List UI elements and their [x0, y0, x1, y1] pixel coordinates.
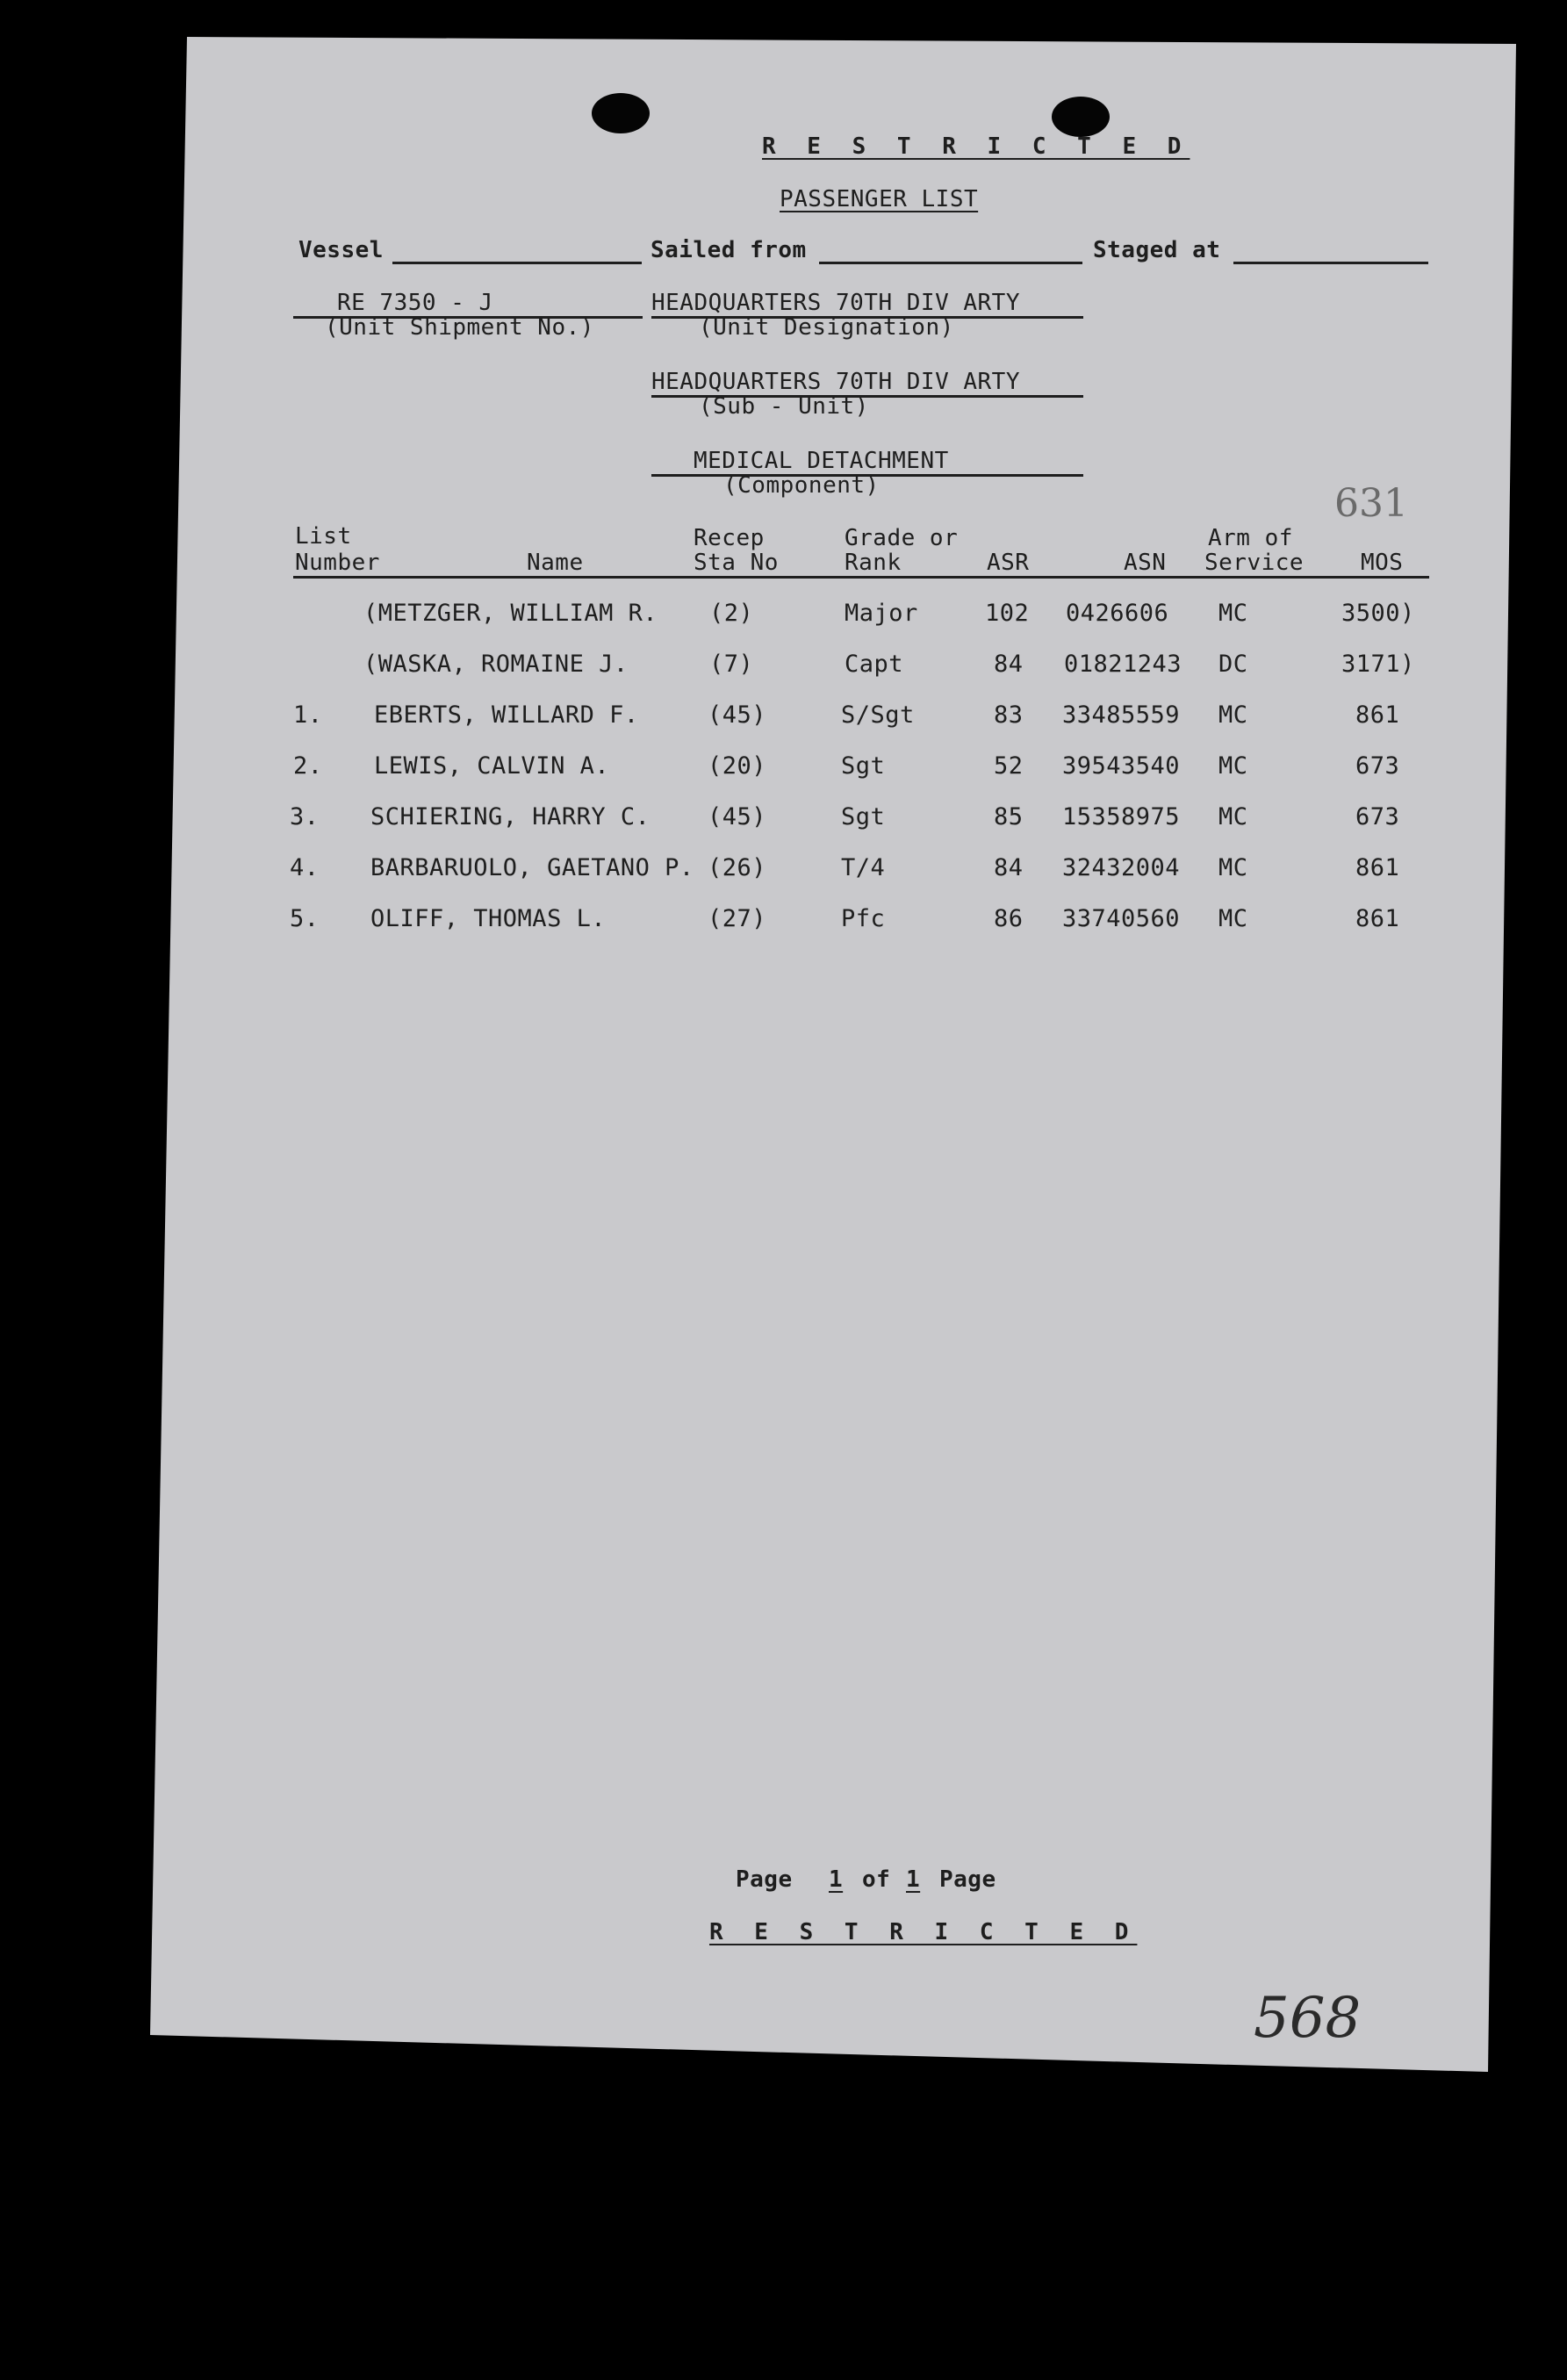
row-mos: 673: [1355, 752, 1400, 780]
page-current: 1: [829, 1866, 844, 1893]
row-grade: Pfc: [841, 905, 886, 932]
row-arm: MC: [1218, 803, 1248, 830]
unit-shipment-number: RE 7350 - J: [337, 290, 493, 316]
col-asr: ASR: [987, 550, 1030, 576]
handwritten-number: 568: [1254, 1986, 1362, 2051]
row-recep: (45): [708, 803, 767, 830]
row-name: (WASKA, ROMAINE J.: [363, 651, 629, 678]
row-asn: 39543540: [1062, 752, 1181, 780]
row-asr: 84: [994, 854, 1024, 881]
sailed-from-label: Sailed from: [651, 237, 807, 263]
row-asr: 85: [994, 803, 1024, 830]
unit-designation: HEADQUARTERS 70TH DIV ARTY: [651, 290, 1020, 316]
col-name: Name: [527, 550, 584, 576]
sub-unit-caption: (Sub - Unit): [699, 393, 869, 420]
row-name: SCHIERING, HARRY C.: [370, 803, 651, 830]
header-rule: [293, 576, 1429, 579]
row-asn: 33740560: [1062, 905, 1181, 932]
row-number: 4.: [290, 854, 320, 881]
row-grade: T/4: [841, 854, 886, 881]
restricted-footer: R E S T R I C T E D: [709, 1919, 1138, 1945]
col-list-1: List: [295, 523, 352, 550]
row-mos: 3500): [1341, 600, 1415, 627]
vessel-line: [392, 262, 642, 264]
staged-at-label: Staged at: [1093, 237, 1221, 263]
row-grade: Major: [845, 600, 918, 627]
sub-unit: HEADQUARTERS 70TH DIV ARTY: [651, 369, 1020, 395]
row-asn: 33485559: [1062, 701, 1181, 729]
row-name: BARBARUOLO, GAETANO P.: [370, 854, 694, 881]
row-arm: DC: [1218, 651, 1248, 678]
page-word: Page: [736, 1866, 793, 1893]
col-list-2: Number: [295, 550, 380, 576]
row-asn: 15358975: [1062, 803, 1181, 830]
col-recep-1: Recep: [694, 525, 765, 551]
col-asn: ASN: [1124, 550, 1167, 576]
row-recep: (20): [708, 752, 767, 780]
row-number: 2.: [293, 752, 323, 780]
of-word: of: [862, 1866, 891, 1893]
row-recep: (7): [709, 651, 754, 678]
row-asn: 32432004: [1062, 854, 1181, 881]
row-arm: MC: [1218, 854, 1248, 881]
unit-shipment-caption: (Unit Shipment No.): [325, 314, 594, 341]
row-asr: 84: [994, 651, 1024, 678]
row-recep: (45): [708, 701, 767, 729]
row-recep: (2): [709, 600, 754, 627]
staged-at-line: [1233, 262, 1428, 264]
punch-hole-left: [592, 93, 650, 133]
col-grade-1: Grade or: [845, 525, 959, 551]
restricted-header: R E S T R I C T E D: [762, 133, 1190, 160]
row-mos: 861: [1355, 701, 1400, 729]
row-grade: S/Sgt: [841, 701, 915, 729]
row-name: EBERTS, WILLARD F.: [374, 701, 639, 729]
row-mos: 3171): [1341, 651, 1415, 678]
row-asn: 01821243: [1064, 651, 1182, 678]
row-mos: 861: [1355, 854, 1400, 881]
row-asr: 83: [994, 701, 1024, 729]
page-total: 1: [906, 1866, 921, 1893]
row-arm: MC: [1218, 752, 1248, 780]
row-recep: (27): [708, 905, 767, 932]
row-name: OLIFF, THOMAS L.: [370, 905, 607, 932]
col-recep-2: Sta No: [694, 550, 779, 576]
passenger-list-title: PASSENGER LIST: [780, 186, 979, 212]
row-number: 5.: [290, 905, 320, 932]
col-arm-2: Service: [1204, 550, 1305, 576]
row-arm: MC: [1218, 701, 1248, 729]
row-asr: 52: [994, 752, 1024, 780]
component-caption: (Component): [723, 472, 880, 499]
row-asr: 86: [994, 905, 1024, 932]
row-number: 1.: [293, 701, 323, 729]
sailed-from-line: [819, 262, 1082, 264]
row-arm: MC: [1218, 905, 1248, 932]
row-mos: 861: [1355, 905, 1400, 932]
vessel-label: Vessel: [298, 237, 384, 263]
stamp-number: 631: [1334, 481, 1408, 526]
col-grade-2: Rank: [845, 550, 902, 576]
row-asr: 102: [985, 600, 1030, 627]
row-mos: 673: [1355, 803, 1400, 830]
row-grade: Sgt: [841, 803, 886, 830]
row-recep: (26): [708, 854, 767, 881]
row-grade: Capt: [845, 651, 904, 678]
unit-designation-caption: (Unit Designation): [699, 314, 954, 341]
col-mos: MOS: [1361, 550, 1404, 576]
row-name: (METZGER, WILLIAM R.: [363, 600, 658, 627]
component: MEDICAL DETACHMENT: [694, 448, 949, 474]
row-name: LEWIS, CALVIN A.: [374, 752, 610, 780]
row-grade: Sgt: [841, 752, 886, 780]
row-number: 3.: [290, 803, 320, 830]
punch-hole-right: [1052, 97, 1110, 137]
page-word-2: Page: [939, 1866, 996, 1893]
row-arm: MC: [1218, 600, 1248, 627]
col-arm-1: Arm of: [1208, 525, 1293, 551]
row-asn: 0426606: [1066, 600, 1169, 627]
